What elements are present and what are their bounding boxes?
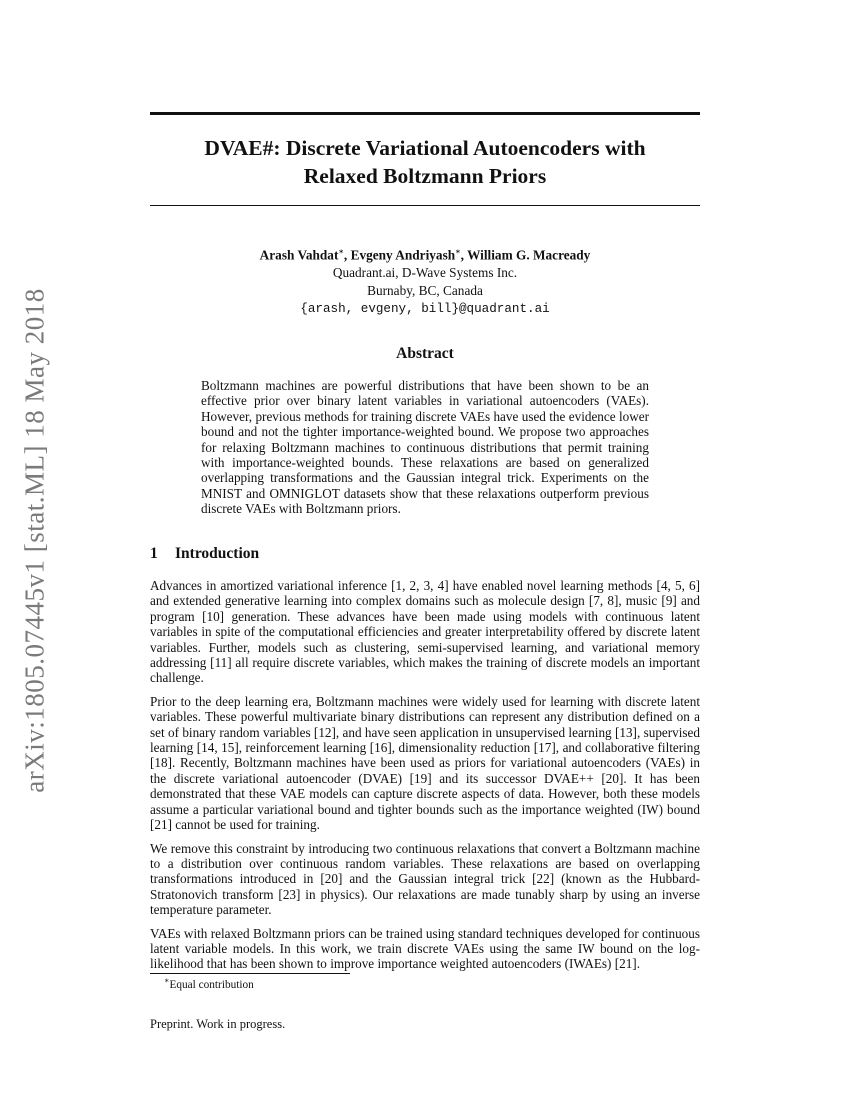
author-3: William G. Macready [467, 247, 591, 263]
intro-paragraph-3: We remove this constraint by introducing two continuous relaxations that convert a Boltzmann machine to a distribution over continuous random variables. These relaxations are based on overlapping transformations introduced in [20] and the Gaussian integral trick [22] (known as the Hubbard-Stratonovich transform [23] in physics). Our relaxations are made tunably sharp by using an inverse temperature parameter. [150, 840, 700, 918]
footnote-marker: ∗ [164, 976, 170, 985]
author-emails: {arash, evgeny, bill}@quadrant.ai [300, 302, 550, 317]
abstract-heading: Abstract [396, 345, 454, 362]
author-1: Arash Vahdat [259, 247, 339, 263]
title-line-2: Relaxed Boltzmann Priors [303, 164, 547, 188]
section-title: Introduction [175, 545, 260, 562]
footnote-rule [150, 973, 350, 974]
author-names [150, 243, 700, 264]
preprint-note: Preprint. Work in progress. [150, 1017, 286, 1031]
location: Burnaby, BC, Canada [367, 283, 483, 299]
affiliation: Quadrant.ai, D-Wave Systems Inc. [332, 265, 518, 281]
title-rule-top [150, 112, 700, 115]
author-separator: , [343, 247, 351, 263]
section-number: 1 [150, 545, 158, 562]
title-rule-bottom [150, 205, 700, 206]
equal-contribution-marker: ∗ [338, 247, 344, 256]
introduction-body [150, 578, 700, 980]
footnote [164, 976, 254, 991]
equal-contribution-marker: ∗ [455, 247, 461, 256]
abstract-text: Boltzmann machines are powerful distributions that have been shown to be an effective prior over binary latent variables in variational autoencoders (VAEs). However, previous methods for training discrete VAEs have used the evidence lower bound and not the tighter importance-weighted bound. We propose two approaches for relaxing Boltzmann machines to continuous distributions that permit training with importance-weighted bounds. These relaxations are based on generalized overlapping transformations and the Gaussian integral trick. Experiments on the MNIST and OMNIGLOT datasets show that these relaxations outperform previous discrete VAEs with Boltzmann priors. [201, 378, 649, 517]
arxiv-id: arXiv:1805.07445v1 [stat.ML] 18 May 2018 [19, 287, 50, 793]
paper-title [150, 134, 700, 190]
title-line-1: DVAE#: Discrete Variational Autoencoders with [204, 136, 646, 160]
author-separator: , [460, 247, 468, 263]
intro-paragraph-4: VAEs with relaxed Boltzmann priors can be trained using standard techniques developed for continuous latent variable models. In this work, we train discrete VAEs using the same IW bound on the log-likelihood that has been shown to improve importance weighted autoencoders (IWAEs) [21]. [150, 925, 700, 972]
footnote-text: Equal contribution [169, 978, 254, 991]
intro-paragraph-2: Prior to the deep learning era, Boltzmann machines were widely used for learning with discrete latent variables. These powerful multivariate binary distributions can represent any distribution defined on a set of binary random variables [12], and have seen application in unsupervised learning [13], supervised learning [14, 15], reinforcement learning [16], dimensionality reduction [17], and collaborative filtering [18]. Recently, Boltzmann machines have been used as priors for variational autoencoders (VAEs) in the discrete variational autoencoder (DVAE) [19] and its successor DVAE++ [20]. It has been demonstrated that these VAE models can capture discrete aspects of data. However, both these models assume a particular variational bound and tighter bounds such as the importance weighted (IW) bound [21] cannot be used for training. [150, 693, 700, 833]
author-block [150, 243, 700, 318]
section-heading-introduction [150, 545, 259, 563]
arxiv-stamp [20, 280, 50, 800]
intro-paragraph-1: Advances in amortized variational inference [1, 2, 3, 4] have enabled novel learning methods [4, 5, 6] and extended generative learning into complex domains such as molecule design [7, 8], music [9] and program [10] generation. These advances have been made using models with continuous latent variables in spite of the computational efficiencies and greater interpretability offered by discrete latent variables. Further, models such as clustering, semi-supervised learning, and variational memory addressing [11] all require discrete variables, which makes the training of discrete models an important challenge. [150, 578, 700, 686]
author-2: Evgeny Andriyash [350, 247, 456, 263]
